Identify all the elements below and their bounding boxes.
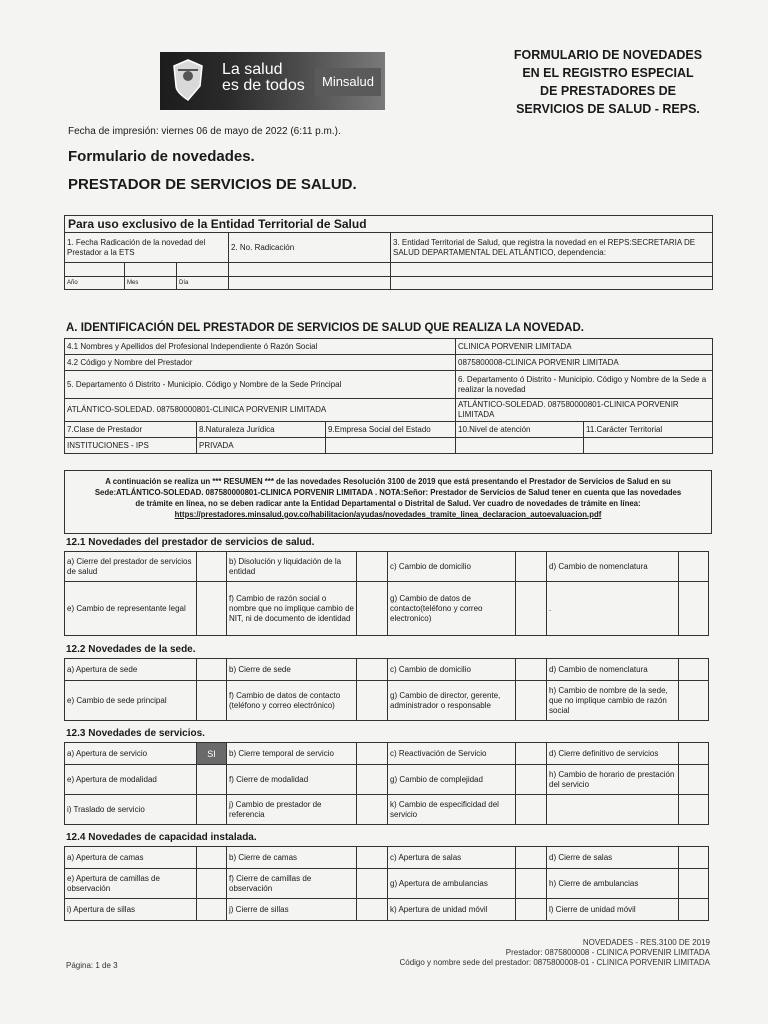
logo-text-line1: La salud [222, 61, 283, 78]
summary-note [68, 476, 708, 520]
value-7: INSTITUCIONES - IPS [65, 438, 197, 454]
ets-title: Para uso exclusivo de la Entidad Territorial de Salud [65, 216, 713, 233]
form-title-line: SERVICIOS DE SALUD - REPS. [516, 102, 700, 116]
opt-12-2-c: c) Cambio de domicilio [388, 659, 516, 681]
opt-12-4-e: e) Apertura de camillas de observación [65, 869, 197, 899]
form-title-line: DE PRESTADORES DE [540, 84, 676, 98]
check-12-1-a[interactable] [197, 552, 227, 582]
opt-12-1-e: e) Cambio de representante legal [65, 582, 197, 636]
opt-12-3-c: c) Reactivación de Servicio [388, 743, 516, 765]
check-12-3-c[interactable] [516, 743, 547, 765]
opt-12-4-l: l) Cierre de unidad móvil [547, 899, 679, 921]
check-12-3-h[interactable] [679, 765, 709, 795]
opt-12-4-f: f) Cierre de camillas de observación [227, 869, 357, 899]
page-heading: Formulario de novedades. [68, 148, 255, 165]
value-4-1: CLINICA PORVENIR LIMITADA [456, 339, 713, 355]
form-title-line: EN EL REGISTRO ESPECIAL [522, 66, 694, 80]
section-12-1-table [64, 551, 709, 636]
value-8: PRIVADA [197, 438, 326, 454]
opt-12-4-k: k) Apertura de unidad móvil [388, 899, 516, 921]
print-date: Fecha de impresión: viernes 06 de mayo de 2022 (6:11 p.m.). [68, 126, 341, 137]
opt-12-1-g: g) Cambio de datos de contacto(teléfono y correo electronico) [388, 582, 516, 636]
opt-12-2-b: b) Cierre de sede [227, 659, 357, 681]
ets-mes: Mes [125, 277, 177, 290]
check-12-4-e[interactable] [197, 869, 227, 899]
check-12-2-d[interactable] [679, 659, 709, 681]
check-12-3-k[interactable] [516, 795, 547, 825]
footer-info [399, 938, 710, 968]
note-line: A continuación se realiza un *** RESUMEN *** de las novedades Resolución 3100 de 2019 que está presentando el Prestador de Servicios de Salud en su [105, 477, 671, 486]
label-8: 8.Naturaleza Jurídica [197, 422, 326, 438]
check-12-3-i[interactable] [197, 795, 227, 825]
form-title [508, 46, 708, 118]
opt-12-4-b: b) Cierre de camas [227, 847, 357, 869]
check-12-2-h[interactable] [679, 681, 709, 721]
opt-12-2-g: g) Cambio de director, gerente, administrador o responsable [388, 681, 516, 721]
page-subheading: PRESTADOR DE SERVICIOS DE SALUD. [68, 176, 357, 193]
label-7: 7.Clase de Prestador [65, 422, 197, 438]
opt-12-3-g: g) Cambio de complejidad [388, 765, 516, 795]
section-12-4-table [64, 846, 709, 921]
check-12-3-b[interactable] [357, 743, 388, 765]
ets-field-entidad: 3. Entidad Territorial de Salud, que registra la novedad en el REPS:SECRETARIA DE SALUD DEPARTAMENTAL DEL ATLÁNTICO, dependencia: [391, 233, 713, 263]
check-12-4-a[interactable] [197, 847, 227, 869]
opt-12-1-c: c) Cambio de domicilio [388, 552, 516, 582]
opt-12-3-e: e) Apertura de modalidad [65, 765, 197, 795]
section-12-4-title: 12.4 Novedades de capacidad instalada. [66, 832, 257, 843]
check-12-4-g[interactable] [516, 869, 547, 899]
opt-12-4-i: i) Apertura de sillas [65, 899, 197, 921]
check-12-1-d[interactable] [679, 552, 709, 582]
check-12-4-k[interactable] [516, 899, 547, 921]
opt-12-1-f: f) Cambio de razón social o nombre que no implique cambio de NIT, ni de documento de identidad [227, 582, 357, 636]
check-12-2-c[interactable] [516, 659, 547, 681]
opt-12-4-h: h) Cierre de ambulancias [547, 869, 679, 899]
footer-line: NOVEDADES - RES.3100 DE 2019 [582, 938, 710, 947]
opt-12-3-k: k) Cambio de especificidad del servicio [388, 795, 516, 825]
label-9: 9.Empresa Social del Estado [326, 422, 456, 438]
label-5: 5. Departamento ó Distrito - Municipio. Código y Nombre de la Sede Principal [65, 371, 456, 399]
opt-12-3-i: i) Traslado de servicio [65, 795, 197, 825]
label-10: 10.Nivel de atención [456, 422, 584, 438]
opt-12-1-d: d) Cambio de nomenclatura [547, 552, 679, 582]
ets-field-radicacion: 2. No. Radicación [229, 233, 391, 263]
check-12-1-h[interactable] [679, 582, 709, 636]
check-12-1-b[interactable] [357, 552, 388, 582]
ets-dia: Día [177, 277, 229, 290]
section-12-3-table [64, 742, 709, 825]
check-12-4-l[interactable] [679, 899, 709, 921]
ets-anio: Año [65, 277, 125, 290]
opt-12-3-f: f) Cierre de modalidad [227, 765, 357, 795]
opt-12-2-h: h) Cambio de nombre de la sede, que no implique cambio de razón social [547, 681, 679, 721]
value-5: ATLÁNTICO-SOLEDAD. 087580000801-CLINICA PORVENIR LIMITADA [65, 399, 456, 422]
section-12-1-title: 12.1 Novedades del prestador de servicios de salud. [66, 537, 315, 548]
opt-12-4-d: d) Cierre de salas [547, 847, 679, 869]
opt-12-1-dot: . [547, 582, 679, 636]
check-12-4-f[interactable] [357, 869, 388, 899]
form-title-line: FORMULARIO DE NOVEDADES [513, 48, 703, 62]
check-12-2-a[interactable] [197, 659, 227, 681]
value-6: ATLÁNTICO-SOLEDAD. 087580000801-CLINICA PORVENIR LIMITADA [456, 399, 713, 422]
coat-of-arms-icon [168, 56, 208, 104]
ministry-label: Minsalud [315, 68, 381, 96]
note-link[interactable]: https://prestadores.minsalud.gov.co/habilitacion/ayudas/novedades_tramite_linea_declaracion_autoevaluacion.pdf [174, 510, 602, 519]
check-12-2-g[interactable] [516, 681, 547, 721]
check-12-3-l[interactable] [679, 795, 709, 825]
check-12-4-h[interactable] [679, 869, 709, 899]
section-12-3-title: 12.3 Novedades de servicios. [66, 728, 205, 739]
check-12-3-j[interactable] [357, 795, 388, 825]
check-12-2-b[interactable] [357, 659, 388, 681]
check-12-4-j[interactable] [357, 899, 388, 921]
check-12-1-c[interactable] [516, 552, 547, 582]
note-line: Sede:ATLÁNTICO-SOLEDAD. 087580000801-CLINICA PORVENIR LIMITADA . NOTA:Señor: Prestador de Servicios de Salud tener en cuenta que las novedades [94, 488, 682, 497]
opt-12-3-a: a) Apertura de servicio [65, 743, 197, 765]
check-12-3-a[interactable]: SI [197, 743, 227, 765]
label-4-2: 4.2 Código y Nombre del Prestador [65, 355, 456, 371]
check-12-4-c[interactable] [516, 847, 547, 869]
opt-12-2-f: f) Cambio de datos de contacto (teléfono y correo electrónico) [227, 681, 357, 721]
check-12-4-d[interactable] [679, 847, 709, 869]
logo-text-line2: es de todos [222, 77, 305, 94]
check-12-3-g[interactable] [516, 765, 547, 795]
opt-12-4-j: j) Cierre de sillas [227, 899, 357, 921]
opt-12-2-d: d) Cambio de nomenclatura [547, 659, 679, 681]
check-12-1-e[interactable] [197, 582, 227, 636]
identification-table [64, 338, 713, 454]
section-12-2-table [64, 658, 709, 721]
page-number: Página: 1 de 3 [66, 961, 118, 970]
value-4-2: 0875800008-CLINICA PORVENIR LIMITADA [456, 355, 713, 371]
section-12-2-title: 12.2 Novedades de la sede. [66, 644, 196, 655]
check-12-3-e[interactable] [197, 765, 227, 795]
opt-12-3-b: b) Cierre temporal de servicio [227, 743, 357, 765]
opt-12-1-b: b) Disolución y liquidación de la entidad [227, 552, 357, 582]
label-6: 6. Departamento ó Distrito - Municipio. Código y Nombre de la Sede a realizar la novedad [456, 371, 713, 399]
label-11: 11.Carácter Territorial [584, 422, 713, 438]
footer-line: Prestador: 0875800008 - CLINICA PORVENIR LIMITADA [505, 948, 710, 957]
opt-12-3-d: d) Cierre definitivo de servicios [547, 743, 679, 765]
footer-line: Código y nombre sede del prestador: 0875800008-01 - CLINICA PORVENIR LIMITADA [399, 958, 710, 967]
opt-12-1-a: a) Cierre del prestador de servicios de salud [65, 552, 197, 582]
label-4-1: 4.1 Nombres y Apellidos del Profesional Independiente ó Razón Social [65, 339, 456, 355]
opt-12-3-h: h) Cambio de horario de prestación del servicio [547, 765, 679, 795]
check-12-3-f[interactable] [357, 765, 388, 795]
check-12-2-e[interactable] [197, 681, 227, 721]
opt-12-3-j: j) Cambio de prestador de referencia [227, 795, 357, 825]
note-line: de trámite en línea, no se deben radicar ante la Entidad Departamental o Distrital de Salud. Ver cuadro de novedades de trámite en línea: [135, 499, 641, 508]
opt-12-4-g: g) Apertura de ambulancias [388, 869, 516, 899]
check-12-1-f[interactable] [357, 582, 388, 636]
check-12-1-g[interactable] [516, 582, 547, 636]
opt-12-4-c: c) Apertura de salas [388, 847, 516, 869]
opt-12-4-a: a) Apertura de camas [65, 847, 197, 869]
check-12-3-d[interactable] [679, 743, 709, 765]
opt-12-2-e: e) Cambio de sede principal [65, 681, 197, 721]
ets-field-fecha: 1. Fecha Radicación de la novedad del Prestador a la ETS [65, 233, 229, 263]
check-12-4-i[interactable] [197, 899, 227, 921]
ets-table [64, 215, 713, 290]
section-a-title: A. IDENTIFICACIÓN DEL PRESTADOR DE SERVICIOS DE SALUD QUE REALIZA LA NOVEDAD. [66, 322, 584, 334]
check-12-2-f[interactable] [357, 681, 388, 721]
opt-12-2-a: a) Apertura de sede [65, 659, 197, 681]
check-12-4-b[interactable] [357, 847, 388, 869]
